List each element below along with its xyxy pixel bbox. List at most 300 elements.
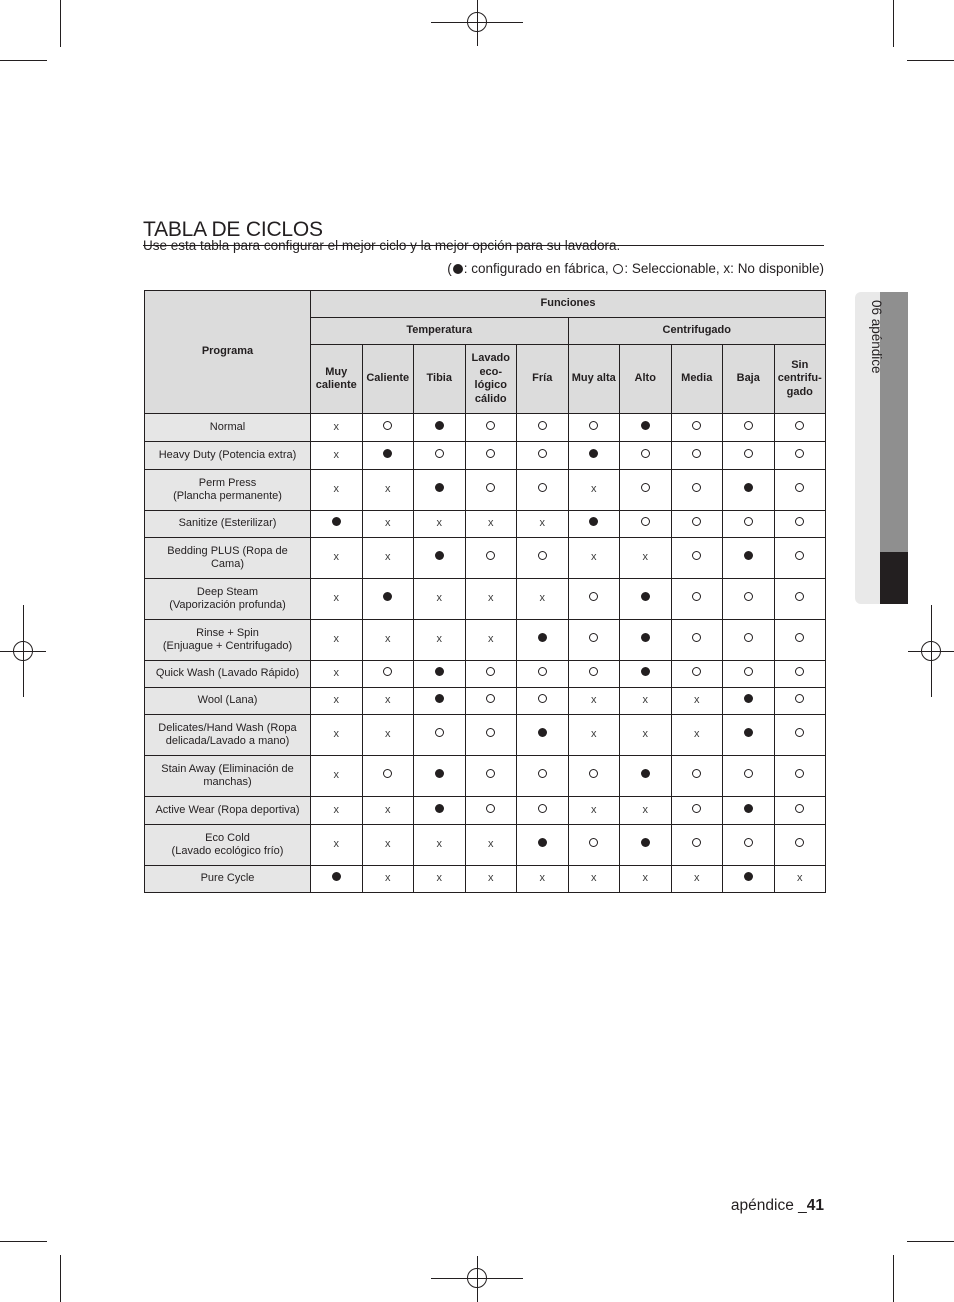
not-available-mark: x [591,694,597,707]
selectable-circle-icon [383,769,392,778]
option-cell [671,620,723,661]
table-row [145,797,826,825]
selectable-circle-icon [744,633,753,642]
option-cell [723,511,775,538]
not-available-mark: x [488,838,494,851]
temperature-header: Temperatura [311,318,569,345]
legend-factory-text: : configurado en fábrica, [463,261,613,276]
option-cell [620,715,672,756]
factory-setting-dot-icon [744,483,753,492]
option-cell [723,661,775,688]
selectable-circle-icon [589,667,598,676]
factory-setting-dot-icon [589,517,598,526]
option-cell [568,620,620,661]
selectable-circle-icon [383,421,392,430]
spin-header: Centrifugado [568,318,826,345]
side-tab-grey-bar [880,292,908,552]
selectable-circle-icon [795,551,804,560]
option-cell [723,414,775,442]
option-cell [465,511,517,538]
selectable-circle-icon [795,838,804,847]
option-cell [362,825,414,866]
option-cell [465,866,517,893]
option-cell [414,538,466,579]
column-header-line: centrifu- [777,372,822,385]
not-available-mark: x [333,448,339,461]
open-circle-icon [613,264,623,274]
selectable-circle-icon [692,551,701,560]
selectable-circle-icon [744,517,753,526]
option-cell [362,620,414,661]
option-cell [568,661,620,688]
program-name-line: Pure Cycle [200,872,255,885]
program-name-line: Bedding PLUS (Ropa de [167,544,288,557]
option-cell [362,866,414,893]
option-cell [362,661,414,688]
option-cell [311,538,363,579]
not-available-mark: x [333,838,339,851]
column-header [774,345,826,414]
option-cell [568,688,620,715]
option-cell [414,688,466,715]
not-available-mark: x [333,592,339,605]
factory-setting-dot-icon [435,667,444,676]
not-available-mark: x [694,694,700,707]
option-cell [414,579,466,620]
option-cell [311,661,363,688]
option-cell [517,661,569,688]
factory-setting-dot-icon [744,804,753,813]
selectable-circle-icon [589,838,598,847]
option-cell [362,797,414,825]
program-name [145,688,311,715]
option-cell [517,511,569,538]
option-cell [568,414,620,442]
column-header-line: Sin [791,358,809,371]
factory-setting-dot-icon [641,769,650,778]
not-available-mark: x [333,420,339,433]
option-cell [414,825,466,866]
option-cell [517,715,569,756]
column-header-line: Fría [532,372,553,385]
not-available-mark: x [642,872,648,885]
option-cell [465,414,517,442]
not-available-mark: x [591,483,597,496]
option-cell [723,579,775,620]
selectable-circle-icon [486,421,495,430]
factory-setting-dot-icon [538,838,547,847]
factory-setting-dot-icon [435,483,444,492]
option-cell [362,538,414,579]
selectable-circle-icon [692,769,701,778]
selectable-circle-icon [538,667,547,676]
option-cell [671,688,723,715]
selectable-circle-icon [589,421,598,430]
table-row [145,414,826,442]
factory-setting-dot-icon [435,421,444,430]
option-cell [465,797,517,825]
not-available-mark: x [436,872,442,885]
column-header-line: gado [786,385,813,398]
selectable-circle-icon [589,592,598,601]
option-cell [620,442,672,470]
selectable-circle-icon [795,449,804,458]
not-available-mark: x [385,728,391,741]
program-name-line: Perm Press [198,476,257,489]
factory-setting-dot-icon [641,667,650,676]
option-cell [568,579,620,620]
selectable-circle-icon [538,769,547,778]
column-header [568,345,620,414]
option-cell [774,688,826,715]
program-name-line: manchas) [203,776,252,788]
program-name-line: Deep Steam [196,585,259,598]
column-header [723,345,775,414]
not-available-mark: x [333,769,339,782]
not-available-mark: x [642,803,648,816]
option-cell [774,661,826,688]
option-cell [774,538,826,579]
option-cell [362,414,414,442]
factory-setting-dot-icon [435,804,444,813]
option-cell [311,866,363,893]
option-cell [465,688,517,715]
selectable-circle-icon [486,483,495,492]
option-cell [362,511,414,538]
option-cell [671,538,723,579]
option-cell [311,825,363,866]
table-row [145,688,826,715]
column-header-line: Tibia [426,372,452,385]
not-available-mark: x [436,838,442,851]
option-cell [620,661,672,688]
not-available-mark: x [333,551,339,564]
selectable-circle-icon [538,449,547,458]
selectable-circle-icon [795,694,804,703]
not-available-mark: x [488,592,494,605]
not-available-mark: x [333,633,339,646]
selectable-circle-icon [744,421,753,430]
option-cell [311,688,363,715]
table-row [145,866,826,893]
selectable-circle-icon [435,449,444,458]
option-cell [723,470,775,511]
not-available-mark: x [436,517,442,530]
not-available-mark: x [642,694,648,707]
column-header-line: Caliente [366,372,410,385]
program-name [145,511,311,538]
option-cell [671,470,723,511]
program-name-line: (Lavado ecológico frío) [171,845,284,857]
option-cell [517,442,569,470]
table-row [145,538,826,579]
option-cell [620,470,672,511]
program-name-line: Active Wear (Ropa deportiva) [155,803,300,816]
factory-setting-dot-icon [744,728,753,737]
option-cell [671,442,723,470]
selectable-circle-icon [641,483,650,492]
option-cell [465,715,517,756]
option-cell [723,442,775,470]
option-cell [671,661,723,688]
section-label: 06 apéndice [869,300,884,374]
option-cell [414,442,466,470]
cycle-table [144,290,826,893]
option-cell [414,511,466,538]
page-number: 41 [806,1197,824,1214]
selectable-circle-icon [692,421,701,430]
not-available-mark: x [436,633,442,646]
program-name [145,825,311,866]
option-cell [568,470,620,511]
option-cell [465,756,517,797]
option-cell [311,414,363,442]
option-cell [362,470,414,511]
column-header-line: Muy [325,365,348,378]
option-cell [465,470,517,511]
not-available-mark: x [488,872,494,885]
option-cell [311,470,363,511]
option-cell [774,866,826,893]
option-cell [311,579,363,620]
selectable-circle-icon [744,838,753,847]
column-header-line: Baja [736,372,760,385]
page-subtitle: Use esta tabla para configurar el mejor ciclo y la mejor opción para su lavadora. [143,238,621,253]
option-cell [311,442,363,470]
selectable-circle-icon [589,633,598,642]
option-cell [465,620,517,661]
program-name [145,866,311,893]
option-cell [311,756,363,797]
option-cell [362,579,414,620]
column-header-line: eco- [479,365,503,378]
option-cell [465,661,517,688]
factory-setting-dot-icon [538,728,547,737]
option-cell [517,538,569,579]
selectable-circle-icon [486,694,495,703]
option-cell [568,442,620,470]
program-name-line: Normal [209,420,246,433]
option-cell [774,414,826,442]
factory-setting-dot-icon [744,872,753,881]
filled-circle-icon [453,264,463,274]
option-cell [311,715,363,756]
column-header [311,345,363,414]
selectable-circle-icon [692,483,701,492]
selectable-circle-icon [538,483,547,492]
not-available-mark: x [488,517,494,530]
column-header [620,345,672,414]
option-cell [620,579,672,620]
option-cell [671,756,723,797]
option-cell [620,797,672,825]
selectable-circle-icon [589,769,598,778]
program-name [145,470,311,511]
selectable-circle-icon [795,728,804,737]
not-available-mark: x [539,872,545,885]
selectable-circle-icon [795,804,804,813]
program-name-line: Quick Wash (Lavado Rápido) [155,667,300,680]
selectable-circle-icon [744,592,753,601]
column-header-line: Lavado [471,352,510,364]
factory-setting-dot-icon [332,872,341,881]
option-cell [774,579,826,620]
option-cell [671,579,723,620]
selectable-circle-icon [692,517,701,526]
not-available-mark: x [642,551,648,564]
program-name-line: delicada/Lavado a mano) [165,735,290,747]
program-name [145,579,311,620]
selectable-circle-icon [486,728,495,737]
not-available-mark: x [539,592,545,605]
option-cell [568,756,620,797]
program-name [145,797,311,825]
not-available-mark: x [642,728,648,741]
selectable-circle-icon [692,592,701,601]
option-cell [620,756,672,797]
option-cell [517,797,569,825]
program-name [145,715,311,756]
page-title: TABLA DE CICLOS [143,218,824,246]
selectable-circle-icon [641,449,650,458]
not-available-mark: x [591,551,597,564]
table-row [145,470,826,511]
selectable-circle-icon [538,694,547,703]
option-cell [568,797,620,825]
not-available-mark: x [591,872,597,885]
option-cell [620,538,672,579]
table-row [145,661,826,688]
table-row [145,620,826,661]
column-header [671,345,723,414]
selectable-circle-icon [744,667,753,676]
program-name-line: (Plancha permanente) [173,490,282,502]
selectable-circle-icon [795,421,804,430]
selectable-circle-icon [795,667,804,676]
program-name-line: Cama) [210,558,244,570]
program-name [145,661,311,688]
table-row [145,511,826,538]
option-cell [774,797,826,825]
page-footer [731,1197,824,1215]
factory-setting-dot-icon [641,421,650,430]
option-cell [465,538,517,579]
option-cell [620,511,672,538]
option-cell [671,797,723,825]
table-row [145,825,826,866]
factory-setting-dot-icon [744,551,753,560]
program-name [145,414,311,442]
not-available-mark: x [333,694,339,707]
program-name-line: Wool (Lana) [197,694,258,707]
not-available-mark: x [797,872,803,885]
column-header [414,345,466,414]
table-row [145,579,826,620]
option-cell [671,414,723,442]
selectable-circle-icon [538,804,547,813]
column-header-line: Muy alta [571,372,616,385]
option-cell [414,756,466,797]
option-cell [362,715,414,756]
not-available-mark: x [333,483,339,496]
option-cell [620,825,672,866]
option-cell [774,756,826,797]
option-cell [774,511,826,538]
program-name-line: Delicates/Hand Wash (Ropa [158,721,297,734]
selectable-circle-icon [692,449,701,458]
option-cell [362,688,414,715]
option-cell [620,688,672,715]
option-cell [414,661,466,688]
symbol-legend [447,261,824,276]
column-header-line: cálido [474,392,507,405]
selectable-circle-icon [692,804,701,813]
not-available-mark: x [539,517,545,530]
option-cell [723,538,775,579]
option-cell [517,620,569,661]
selectable-circle-icon [692,633,701,642]
functions-header: Funciones [311,291,826,318]
not-available-mark: x [436,592,442,605]
program-name-line: (Vaporización profunda) [169,599,286,611]
option-cell [465,442,517,470]
not-available-mark: x [694,728,700,741]
column-header [517,345,569,414]
program-name-line: Sanitize (Esterilizar) [178,517,277,530]
option-cell [568,715,620,756]
selectable-circle-icon [486,804,495,813]
option-cell [620,620,672,661]
table-row [145,442,826,470]
not-available-mark: x [385,633,391,646]
side-tab-black-bar [880,552,908,604]
option-cell [568,538,620,579]
factory-setting-dot-icon [538,633,547,642]
option-cell [620,866,672,893]
option-cell [723,797,775,825]
not-available-mark: x [385,517,391,530]
option-cell [620,414,672,442]
factory-setting-dot-icon [332,517,341,526]
factory-setting-dot-icon [641,838,650,847]
footer-section: apéndice _ [730,1197,807,1214]
program-name [145,442,311,470]
option-cell [517,579,569,620]
option-cell [465,825,517,866]
not-available-mark: x [333,803,339,816]
option-cell [774,470,826,511]
option-cell [517,825,569,866]
not-available-mark: x [591,803,597,816]
option-cell [311,797,363,825]
option-cell [517,414,569,442]
option-cell [517,866,569,893]
option-cell [774,825,826,866]
option-cell [568,866,620,893]
selectable-circle-icon [486,769,495,778]
program-name-line: Eco Cold [205,831,250,844]
not-available-mark: x [385,872,391,885]
selectable-circle-icon [383,667,392,676]
option-cell [414,470,466,511]
option-cell [362,756,414,797]
factory-setting-dot-icon [641,592,650,601]
option-cell [671,715,723,756]
option-cell [568,825,620,866]
option-cell [311,620,363,661]
program-header: Programa [145,291,311,414]
selectable-circle-icon [486,551,495,560]
